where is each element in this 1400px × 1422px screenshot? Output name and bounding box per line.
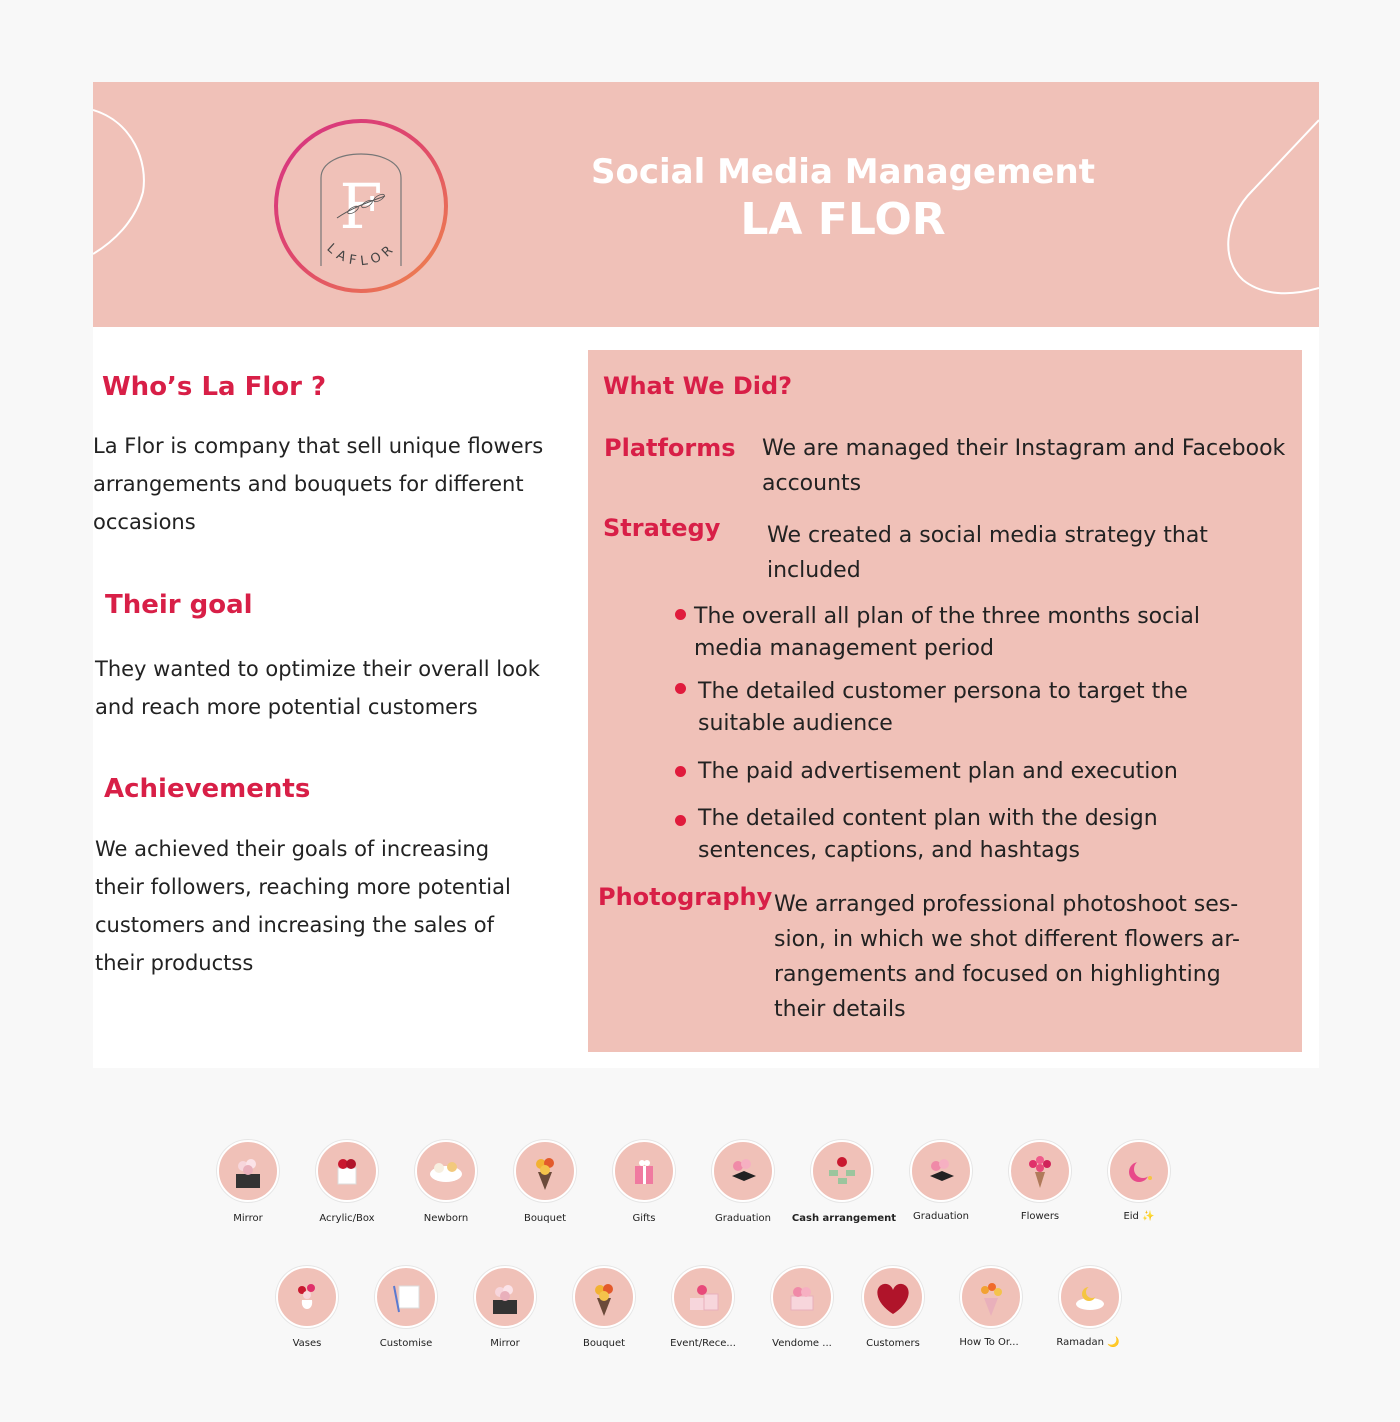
what-we-did-heading: What We Did? <box>603 372 793 400</box>
crescent-icon[interactable] <box>1108 1140 1170 1202</box>
highlight-label: Customers <box>866 1338 920 1349</box>
highlight-label: Graduation <box>715 1213 771 1224</box>
highlight-label: Flowers <box>1020 1211 1060 1222</box>
highlight-label: Ramadan 🌙 <box>1056 1337 1120 1348</box>
bullet-dot <box>675 815 686 826</box>
heart-roses-icon[interactable] <box>862 1266 924 1328</box>
highlight-label: Event/Rece... <box>670 1338 736 1349</box>
highlight-label: Newborn <box>423 1213 469 1224</box>
highlight-label: Mirror <box>490 1338 520 1349</box>
bullet-dot <box>675 683 686 694</box>
graduation-cap-icon[interactable] <box>910 1140 972 1202</box>
banner-title: LA FLOR <box>740 194 946 245</box>
who-heading: Who’s La Flor ? <box>102 372 327 402</box>
highlight-label: Bouquet <box>523 1213 567 1224</box>
acrylic-box-icon[interactable] <box>316 1140 378 1202</box>
bullet-dot <box>675 609 686 620</box>
strategy-bullet-3: The paid advertisement plan and execution <box>698 759 1178 784</box>
bouquet-icon[interactable] <box>960 1266 1022 1328</box>
bullet-dot <box>675 766 686 777</box>
customise-card-icon[interactable] <box>375 1266 437 1328</box>
strategy-bullet-1: The overall all plan of the three months social media management period <box>694 604 1200 661</box>
banner-subtitle: Social Media Management <box>590 152 1096 192</box>
achievements-heading: Achievements <box>104 774 311 804</box>
highlight-label: Vases <box>292 1338 322 1349</box>
highlight-label: Acrylic/Box <box>319 1213 375 1224</box>
strategy-text: We created a social media strategy that included <box>767 523 1208 583</box>
goal-text: They wanted to optimize their overall look and reach more potential customers <box>95 657 540 719</box>
highlight-label: How To Or... <box>959 1337 1019 1348</box>
graduation-cap-icon[interactable] <box>712 1140 774 1202</box>
strategy-bullet-4: The detailed content plan with the design sentences, captions, and hashtags <box>698 806 1158 863</box>
flowers-icon[interactable] <box>1009 1140 1071 1202</box>
highlight-label: Bouquet <box>582 1338 626 1349</box>
mirror-box-bouquet-icon[interactable] <box>474 1266 536 1328</box>
highlight-label: Eid ✨ <box>1123 1211 1155 1222</box>
bouquet-icon[interactable] <box>573 1266 635 1328</box>
cash-arrangement-icon[interactable] <box>811 1140 873 1202</box>
strategy-bullet-2: The detailed customer persona to target the suitable audience <box>698 679 1188 736</box>
platforms-label: Platforms <box>604 434 736 462</box>
mirror-box-bouquet-icon[interactable] <box>217 1140 279 1202</box>
platforms-text: We are managed their Instagram and Facebook accounts <box>762 436 1286 496</box>
goal-heading: Their goal <box>105 590 253 620</box>
highlight-label: Gifts <box>632 1213 656 1224</box>
ramadan-lantern-icon[interactable] <box>1059 1266 1121 1328</box>
strategy-label: Strategy <box>603 514 721 542</box>
highlight-label: Customise <box>379 1338 433 1349</box>
achievements-text: We achieved their goals of increasing their followers, reaching more potential customers and increasing the sales of their productss <box>95 837 511 975</box>
header-banner <box>93 82 1319 327</box>
photography-label: Photography <box>598 883 773 911</box>
highlight-label: Cash arrangement <box>791 1213 897 1224</box>
gift-icon[interactable] <box>613 1140 675 1202</box>
who-text: La Flor is company that sell unique flowers arrangements and bouquets for different occasions <box>93 434 544 534</box>
logo-wordmark: LAFLOR <box>323 239 400 270</box>
bouquet-icon[interactable] <box>514 1140 576 1202</box>
newborn-icon[interactable] <box>415 1140 477 1202</box>
vase-icon[interactable] <box>276 1266 338 1328</box>
logo-initial: F <box>339 170 383 243</box>
highlight-label: Vendome ... <box>772 1338 832 1349</box>
event-box-icon[interactable] <box>672 1266 734 1328</box>
vendome-box-icon[interactable] <box>771 1266 833 1328</box>
highlight-label: Mirror <box>233 1213 263 1224</box>
highlight-label: Graduation <box>913 1211 969 1222</box>
photography-text: We arranged professional photoshoot ses- sion, in which we shot different flowers ar- rangements and focused on highlighting their details <box>774 892 1240 1022</box>
laflor-logo <box>271 116 451 296</box>
